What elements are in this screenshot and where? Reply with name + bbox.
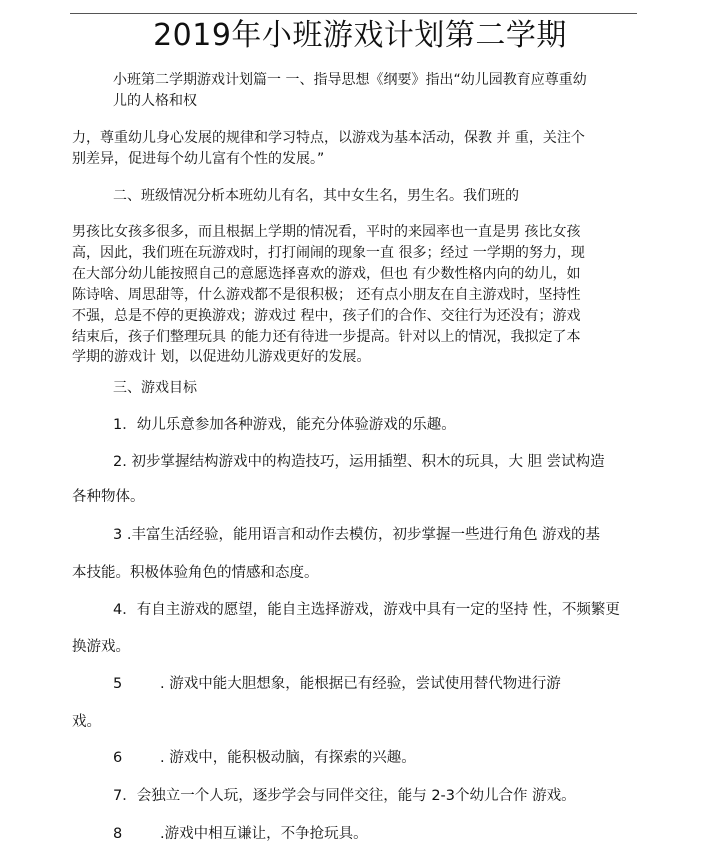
goal-item-number: 6 xyxy=(113,750,123,766)
document-title: 2019年小班游戏计划第二学期 xyxy=(153,18,567,53)
paragraph-line: 二、班级情况分析本班幼儿有名，其中女生名，男生名。我们班的 xyxy=(113,188,519,204)
paragraph-line: 高，因此，我们班在玩游戏时，打打闹闹的现象一直 很多；经过 一学期的努力，现 xyxy=(72,245,585,261)
paragraph-line: 陈诗啥、周思甜等，什么游戏都不是很积极； 还有点小朋友在自主游戏时，坚持性 xyxy=(72,287,581,303)
section-heading: 三、游戏目标 xyxy=(113,380,197,396)
goal-item: 7．会独立一个人玩，逐步学会与同伴交往，能与 2-3个幼儿合作 游戏。 xyxy=(113,788,576,804)
goal-item-number: 8 xyxy=(113,826,123,842)
paragraph-line: 学期的游戏计 划，以促进幼儿游戏更好的发展。 xyxy=(72,349,371,365)
paragraph-line: 男孩比女孩多很多，而且根据上学期的情况看，平时的来园率也一直是男 孩比女孩 xyxy=(72,224,581,240)
goal-item: 1．幼儿乐意参加各种游戏，能充分体验游戏的乐趣。 xyxy=(113,417,456,433)
goal-item-continued: 本技能。积极体验角色的情感和态度。 xyxy=(72,565,319,581)
paragraph-line: 在大部分幼儿能按照自己的意愿选择喜欢的游戏，但也 有少数性格内向的幼儿，如 xyxy=(72,266,581,282)
paragraph-line: 儿的人格和权 xyxy=(113,93,197,109)
goal-item: .游戏中相互谦让，不争抢玩具。 xyxy=(160,826,368,842)
goal-item: . 游戏中，能积极动脑，有探索的兴趣。 xyxy=(160,750,416,766)
paragraph-line: 不强，总是不停的更换游戏；游戏过 程中，孩子们的合作、交往行为还没有；游戏 xyxy=(72,308,581,324)
paragraph-line: 别差异，促进每个幼儿富有个性的发展。” xyxy=(72,151,325,167)
goal-item: 2. 初步掌握结构游戏中的构造技巧，运用插塑、积木的玩具，大 胆 尝试构造 xyxy=(113,454,605,470)
goal-item-continued: 戏。 xyxy=(72,714,101,730)
paragraph-line: 结束后，孩子们整理玩具 的能力还有待进一步提高。针对以上的情况，我拟定了本 xyxy=(72,329,581,345)
paragraph-line: 小班第二学期游戏计划篇一 一、指导思想《纲要》指出“幼儿园教育应尊重幼 xyxy=(113,72,587,88)
header-rule xyxy=(70,13,637,14)
goal-item-number: 5 xyxy=(113,676,123,692)
paragraph-line: 力，尊重幼儿身心发展的规律和学习特点，以游戏为基本活动，保教 并 重，关注个 xyxy=(72,130,585,146)
goal-item: . 游戏中能大胆想象，能根据已有经验，尝试使用替代物进行游 xyxy=(160,676,561,692)
goal-item: 3 .丰富生活经验，能用语言和动作去模仿，初步掌握一些进行角色 游戏的基 xyxy=(113,527,601,543)
goal-item-continued: 换游戏。 xyxy=(72,639,130,655)
goal-item: 4．有自主游戏的愿望，能自主选择游戏，游戏中具有一定的坚持 性，不频繁更 xyxy=(113,602,620,618)
goal-item-continued: 各种物体。 xyxy=(72,489,145,505)
